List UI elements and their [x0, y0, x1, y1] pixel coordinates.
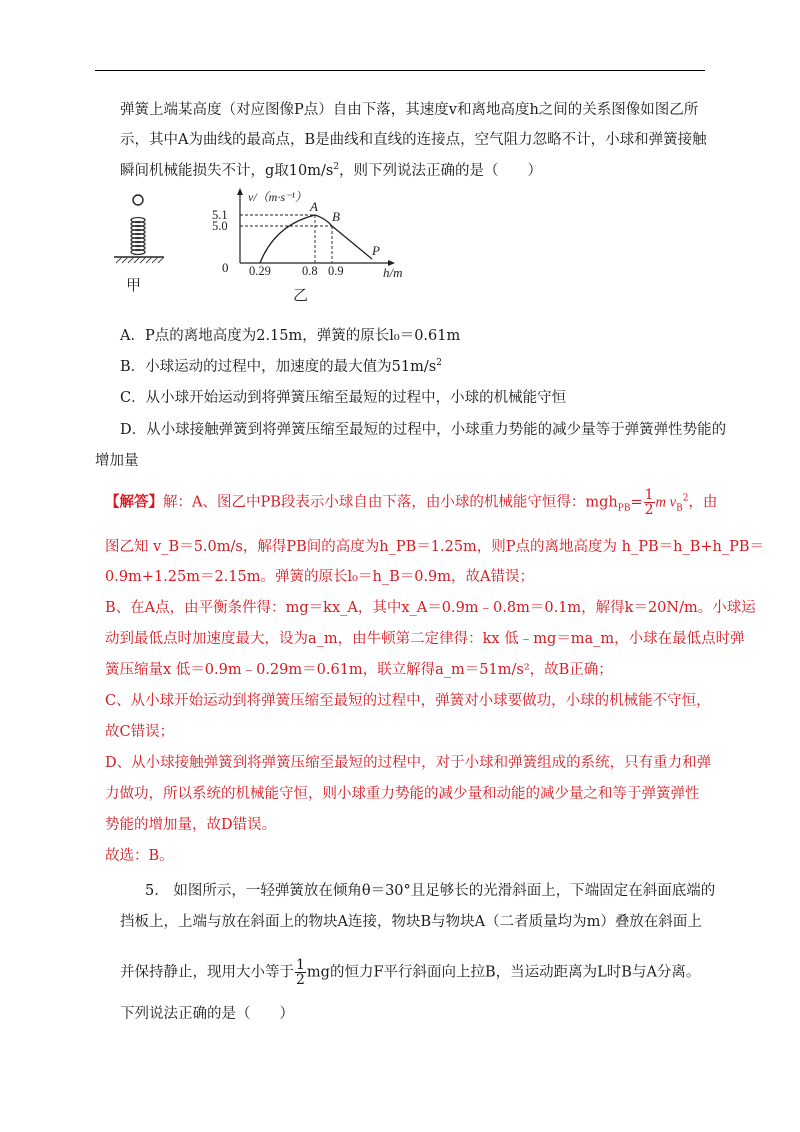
option-a: A．P点的离地高度为2.15m，弹簧的原长l₀＝0.61m [120, 328, 461, 344]
q5-line-3: 并保持静止，现用大小等于 $\frac{1}{2}$ mg的恒力F平行斜面向上拉B，当运动距离为L时B与A分离。 [120, 957, 701, 988]
fraction-half-q5: $\frac{1}{2}$ [296, 957, 305, 988]
y-tick-5.0: 5.0 [212, 219, 228, 233]
answer-b-line-2: 动到最低点时加速度最大，设为a_m，由牛顿第二定律得：kx 低﹣mg＝ma_m，小球在最低点时弹 [105, 631, 745, 647]
answer-tag: 【解答】 [105, 493, 163, 511]
x-tick-0.29: 0.29 [249, 264, 271, 278]
answer-line-2: 图乙知 v_B＝5.0m/s，解得PB间的高度为h_PB＝1.25m，则P点的离地高度为 h_PB＝h_B+h_PB＝ [105, 539, 765, 555]
answer-b-line-3: 簧压缩量x 低＝0.9m﹣0.29m＝0.61m，联立解得a_m＝51m/s²，故B正确； [105, 662, 613, 678]
ball-icon [133, 195, 143, 205]
figure-jia [110, 190, 170, 295]
answer-d-line-3: 势能的增加量，故D错误。 [105, 817, 277, 833]
y-axis-arrow [237, 188, 243, 195]
q5-line-2: 挡板上，上端与放在斜面上的物块A连接，物块B与物块A（二者质量均为m）叠放在斜面上 [120, 914, 702, 930]
figure-yi-caption: 乙 [293, 288, 309, 304]
point-a-label: A [310, 199, 318, 214]
answer-d-line-2: 力做功，所以系统的机械能守恒，则小球重力势能的减少量和动能的减少量之和等于弹簧弹性 [105, 786, 700, 802]
y-axis-label: v/（m·s⁻¹） [248, 190, 307, 204]
answer-c-line-2: 故C错误； [105, 724, 175, 740]
answer-choice: 故选：B。 [105, 848, 174, 864]
figure-yi [200, 185, 430, 305]
y-tick-5.1: 5.1 [212, 208, 228, 222]
origin-label: 0 [222, 260, 229, 275]
answer-c-line-1: C、从小球开始运动到将弹簧压缩至最短的过程中，弹簧对小球要做功，小球的机械能不守恒， [105, 693, 711, 709]
q5-line-1: 5. 如图所示，一轻弹簧放在倾角θ＝30°且足够长的光滑斜面上，下端固定在斜面底端的 [145, 883, 716, 899]
x-tick-0.9: 0.9 [328, 264, 344, 278]
header-rule [95, 70, 705, 71]
intro-line-1: 弹簧上端某高度（对应图像P点）自由下落，其速度v和离地高度h之间的关系图像如图乙所 [120, 102, 699, 118]
q5-line-4: 下列说法正确的是（ ） [120, 1006, 294, 1022]
point-p-label: P [372, 243, 380, 258]
intro-line-3: 瞬间机械能损失不计，g取$10m/s^2$，则下列说法正确的是（ ） [120, 162, 543, 179]
ground-hatch [116, 257, 164, 263]
answer-line-1: 【解答】解：A、图乙中PB段表示小球自由下落，由小球的机械能守恒得：mgh$_{PB}$= $\frac{1}{2}$ m $v_B^2$，由 [105, 487, 718, 518]
option-b: B．小球运动的过程中，加速度的最大值为$51m/s^2$ [120, 358, 442, 375]
option-c: C．从小球开始运动到将弹簧压缩至最短的过程中，小球的机械能守恒 [120, 390, 567, 406]
figure-jia-caption: 甲 [126, 278, 142, 294]
velocity-curve [260, 215, 372, 263]
option-d-line-2: 增加量 [95, 453, 139, 469]
intro-line-2: 示，其中A为曲线的最高点，B是曲线和直线的连接点，空气阻力忽略不计，小球和弹簧接触 [120, 132, 707, 148]
option-d-line-1: D．从小球接触弹簧到将弹簧压缩至最短的过程中，小球重力势能的减少量等于弹簧弹性势能的 [120, 422, 727, 438]
answer-d-line-1: D、从小球接触弹簧到将弹簧压缩至最短的过程中，对于小球和弹簧组成的系统，只有重力和弹 [105, 755, 712, 771]
x-axis-label: h/m [383, 265, 403, 280]
answer-b-line-1: B、在A点，由平衡条件得：mg＝kx_A，其中x_A＝0.9m﹣0.8m＝0.1m，解得k＝20N/m。小球运 [105, 600, 756, 616]
fraction-half: $\frac{1}{2}$ [644, 487, 654, 518]
spring-icon [131, 218, 145, 255]
point-b-label: B [332, 209, 340, 224]
answer-line-3: 0.9m+1.25m＝2.15m。弹簧的原长l₀＝h_B＝0.9m，故A错误； [105, 569, 535, 585]
x-tick-0.8: 0.8 [302, 264, 318, 278]
